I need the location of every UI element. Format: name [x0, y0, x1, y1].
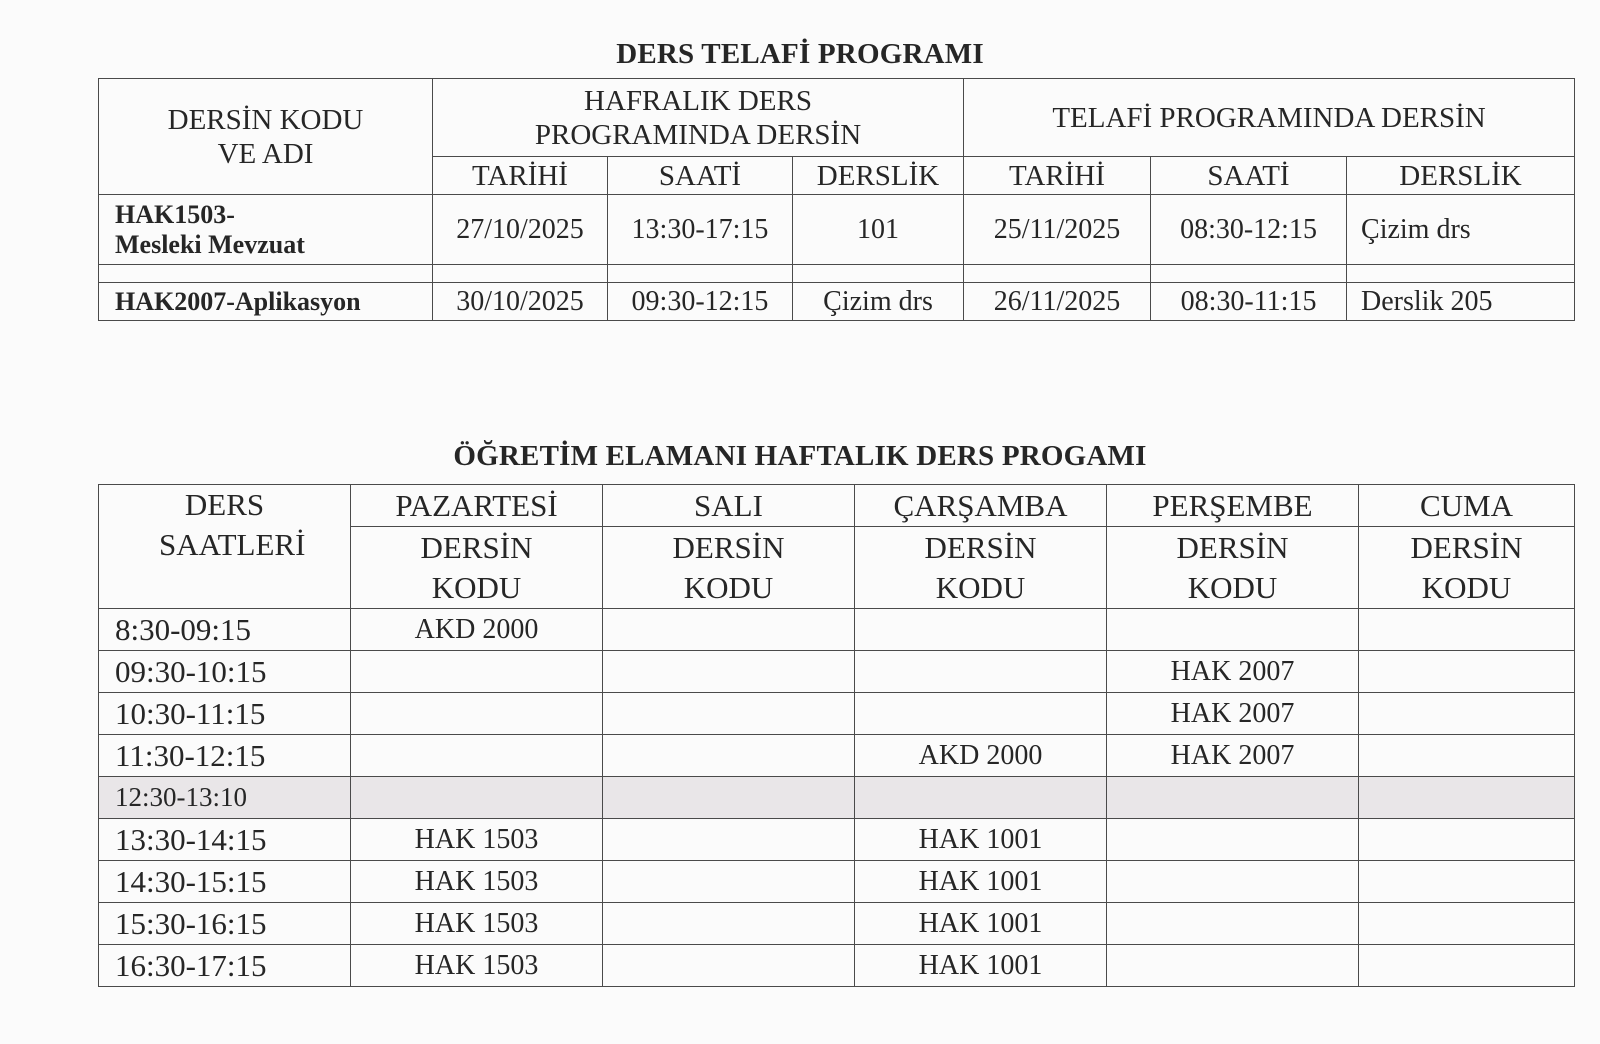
header-makeup-date: TARİHİ — [964, 157, 1151, 195]
schedule-cell: HAK 1503 — [351, 861, 603, 903]
time-slot: 16:30-17:15 — [99, 945, 351, 987]
table-row — [99, 651, 1575, 693]
schedule-cell — [603, 609, 855, 651]
header-weekly-date: TARİHİ — [433, 157, 608, 195]
schedule-cell — [855, 651, 1107, 693]
schedule-cell — [603, 777, 855, 819]
makeup-time: 08:30-12:15 — [1151, 195, 1347, 265]
weekly-date: 30/10/2025 — [433, 283, 608, 321]
header-lesson-hours: DERS SAATLERİ — [99, 485, 351, 609]
schedule-cell: HAK 1503 — [351, 945, 603, 987]
schedule-cell — [1107, 903, 1359, 945]
schedule-cell — [1107, 945, 1359, 987]
schedule-cell — [1359, 693, 1575, 735]
schedule-cell: HAK 1503 — [351, 819, 603, 861]
schedule-cell — [1107, 777, 1359, 819]
schedule-cell: HAK 1001 — [855, 945, 1107, 987]
schedule-cell — [1107, 861, 1359, 903]
course-cell — [99, 283, 433, 321]
header-makeup-time: SAATİ — [1151, 157, 1347, 195]
schedule-cell — [603, 693, 855, 735]
weekly-time: 13:30-17:15 — [608, 195, 793, 265]
schedule-cell — [351, 693, 603, 735]
course-cell — [99, 195, 433, 265]
header-course-code: DERSİN KODU — [603, 527, 855, 609]
header-weekly-room: DERSLİK — [793, 157, 964, 195]
course-name: Mesleki Mevzuat — [115, 229, 305, 259]
makeup-date: 26/11/2025 — [964, 283, 1151, 321]
schedule-cell: AKD 2000 — [351, 609, 603, 651]
weekly-program-title: ÖĞRETİM ELAMANI HAFTALIK DERS PROGAMI — [453, 440, 1147, 472]
time-slot: 11:30-12:15 — [99, 735, 351, 777]
table-row — [99, 609, 1575, 651]
schedule-cell — [351, 651, 603, 693]
schedule-cell — [1107, 609, 1359, 651]
schedule-cell: HAK 1001 — [855, 861, 1107, 903]
schedule-cell: HAK 2007 — [1107, 693, 1359, 735]
header-course-code: DERSİN KODU — [1107, 527, 1359, 609]
schedule-cell — [603, 651, 855, 693]
header-day-monday: PAZARTESİ — [351, 485, 603, 527]
time-slot: 15:30-16:15 — [99, 903, 351, 945]
schedule-cell — [1359, 651, 1575, 693]
schedule-cell — [351, 735, 603, 777]
table-row — [99, 945, 1575, 987]
table-row — [99, 861, 1575, 903]
schedule-cell — [1359, 819, 1575, 861]
table-row — [99, 735, 1575, 777]
makeup-date: 25/11/2025 — [964, 195, 1151, 265]
schedule-cell — [603, 903, 855, 945]
weekly-room: 101 — [793, 195, 964, 265]
schedule-cell — [351, 777, 603, 819]
header-day-tuesday: SALI — [603, 485, 855, 527]
table-row — [99, 195, 1575, 265]
time-slot: 09:30-10:15 — [99, 651, 351, 693]
schedule-cell — [1359, 609, 1575, 651]
weekly-time: 09:30-12:15 — [608, 283, 793, 321]
table-row — [99, 903, 1575, 945]
makeup-room: Derslik 205 — [1347, 283, 1575, 321]
spacer-row — [99, 265, 1575, 283]
header-course-code: DERSİN KODU — [855, 527, 1107, 609]
makeup-program-table — [98, 78, 1575, 321]
schedule-cell — [603, 861, 855, 903]
schedule-cell — [1359, 903, 1575, 945]
schedule-cell — [1359, 861, 1575, 903]
weekly-program-table — [98, 484, 1575, 987]
schedule-cell: HAK 2007 — [1107, 651, 1359, 693]
schedule-cell: AKD 2000 — [855, 735, 1107, 777]
header-makeup-program: TELAFİ PROGRAMINDA DERSİN — [964, 79, 1575, 157]
time-slot: 14:30-15:15 — [99, 861, 351, 903]
header-weekly-program: HAFRALIK DERS PROGRAMINDA DERSİN — [433, 79, 964, 157]
schedule-cell — [1359, 945, 1575, 987]
table-row — [99, 283, 1575, 321]
schedule-cell — [855, 777, 1107, 819]
schedule-cell — [1359, 735, 1575, 777]
makeup-time: 08:30-11:15 — [1151, 283, 1347, 321]
weekly-room: Çizim drs — [793, 283, 964, 321]
table-row — [99, 777, 1575, 819]
header-day-thursday: PERŞEMBE — [1107, 485, 1359, 527]
table-row — [99, 819, 1575, 861]
schedule-cell — [603, 819, 855, 861]
schedule-cell — [855, 609, 1107, 651]
time-slot: 10:30-11:15 — [99, 693, 351, 735]
schedule-cell — [855, 693, 1107, 735]
schedule-cell: HAK 1503 — [351, 903, 603, 945]
makeup-room: Çizim drs — [1347, 195, 1575, 265]
header-course-code: DERSİN KODU — [1359, 527, 1575, 609]
makeup-program-title: DERS TELAFİ PROGRAMI — [616, 38, 984, 70]
schedule-cell — [1107, 819, 1359, 861]
header-course-code-name: DERSİN KODU VE ADI — [99, 79, 433, 195]
time-slot: 12:30-13:10 — [99, 777, 351, 819]
header-makeup-room: DERSLİK — [1347, 157, 1575, 195]
schedule-cell — [603, 735, 855, 777]
header-course-code: DERSİN KODU — [351, 527, 603, 609]
schedule-cell: HAK 1001 — [855, 903, 1107, 945]
header-day-friday: CUMA — [1359, 485, 1575, 527]
schedule-cell — [1359, 777, 1575, 819]
schedule-cell: HAK 1001 — [855, 819, 1107, 861]
table-row — [99, 693, 1575, 735]
header-day-wednesday: ÇARŞAMBA — [855, 485, 1107, 527]
time-slot: 8:30-09:15 — [99, 609, 351, 651]
course-code: HAK1503- — [115, 199, 235, 229]
weekly-date: 27/10/2025 — [433, 195, 608, 265]
schedule-cell: HAK 2007 — [1107, 735, 1359, 777]
schedule-cell — [603, 945, 855, 987]
course-code: HAK2007-Aplikasyon — [115, 286, 361, 316]
header-weekly-time: SAATİ — [608, 157, 793, 195]
time-slot: 13:30-14:15 — [99, 819, 351, 861]
